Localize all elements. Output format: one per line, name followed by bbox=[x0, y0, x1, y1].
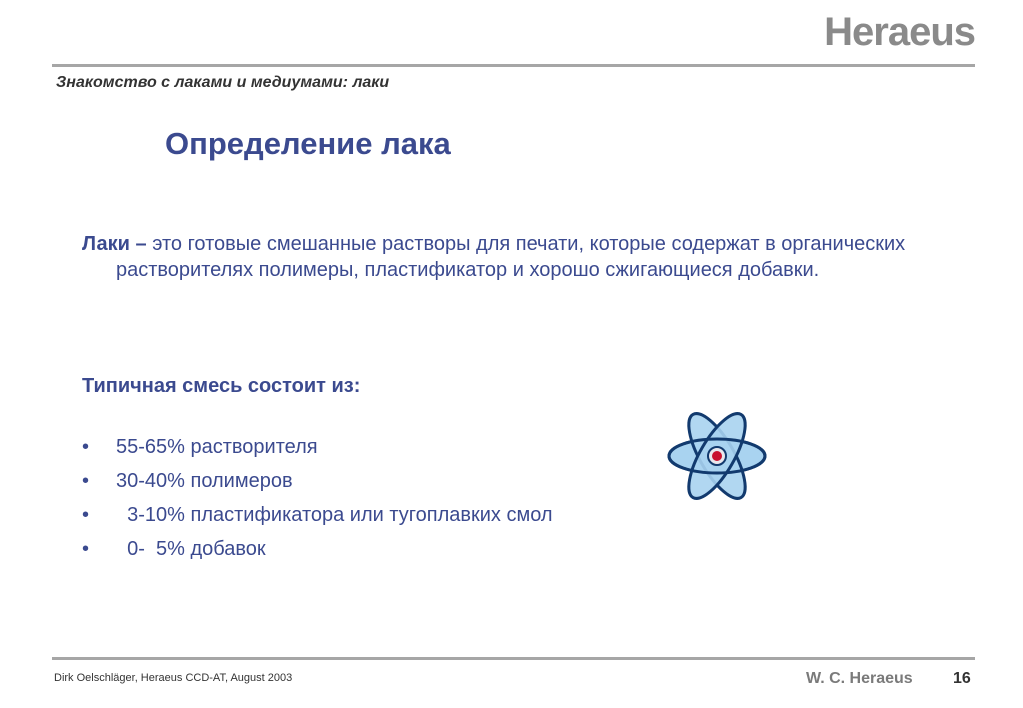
list-item-text: 3-10% пластификатора или тугоплавких смол bbox=[116, 504, 553, 526]
page-number: 16 bbox=[953, 670, 971, 687]
atom-icon bbox=[664, 404, 770, 508]
list-item-text: 55-65% растворителя bbox=[116, 436, 318, 458]
mix-heading: Типичная смесь состоит из: bbox=[82, 375, 361, 397]
bullet: • bbox=[82, 436, 90, 458]
list-item bbox=[82, 502, 553, 536]
bullet: • bbox=[82, 470, 90, 492]
bullet: • bbox=[82, 504, 90, 526]
mix-list bbox=[82, 434, 553, 570]
list-item bbox=[82, 468, 553, 502]
slide-subtitle: Знакомство с лаками и медиумами: лаки bbox=[56, 74, 390, 91]
list-item bbox=[82, 536, 553, 570]
slide-title: Определение лака bbox=[165, 126, 451, 161]
footer-divider bbox=[52, 657, 975, 660]
footer-author: Dirk Oelschläger, Heraeus CCD-AT, August 2003 bbox=[54, 672, 293, 684]
list-item-text: 30-40% полимеров bbox=[116, 470, 293, 492]
header-divider bbox=[52, 64, 975, 67]
definition-paragraph bbox=[82, 231, 916, 283]
footer-company: W. C. Heraeus bbox=[806, 670, 913, 687]
list-item-text: 0- 5% добавок bbox=[116, 538, 266, 560]
definition-text: это готовые смешанные растворы для печати, которые содержат в органических растворителях полимеры, пластификатор и хорошо сжигающиеся добавки. bbox=[116, 233, 906, 281]
heraeus-logo: Heraeus bbox=[824, 10, 975, 54]
definition-term: Лаки – bbox=[82, 233, 147, 255]
list-item bbox=[82, 434, 553, 468]
bullet: • bbox=[82, 538, 90, 560]
